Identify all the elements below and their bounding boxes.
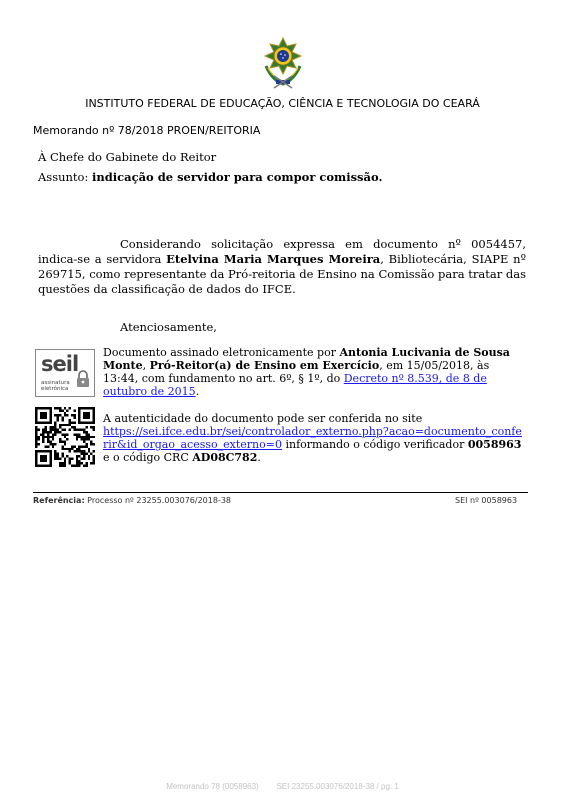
decree-link[interactable]: Decreto nº 8.539, de 8 de outubro de 2015 bbox=[103, 372, 487, 398]
subject-line bbox=[38, 170, 382, 184]
sei-number: SEI nº 0058963 bbox=[455, 496, 518, 505]
body-text-1: Considerando solicitação expressa em documento nº 0054457, indica-se a servidora bbox=[38, 237, 526, 266]
memo-number: Memorando nº 78/2018 PROEN/REITORIA bbox=[33, 124, 261, 137]
brazil-coat-of-arms-icon bbox=[262, 36, 304, 92]
logo-subtitle: assinatura eletrônica bbox=[41, 380, 70, 392]
closing-salutation: Atenciosamente, bbox=[120, 320, 217, 334]
page-footer: Memorando 78 (0058963) SEI 23255.003076/2018-38 / pg. 1 bbox=[166, 782, 399, 791]
process-reference bbox=[33, 496, 231, 505]
signer-role: Pró-Reitor(a) de Ensino em Exercício bbox=[149, 359, 380, 372]
footer-divider bbox=[33, 492, 528, 493]
qr-code-icon bbox=[35, 407, 95, 467]
subject-text: indicação de servidor para compor comissão. bbox=[92, 170, 383, 184]
signature-statement: Documento assinado eletronicamente por Antonia Lucivania de Sousa Monte, Pró-Reitor(a) de Ensino em Exercício, em 15/05/2018, às 13:44, com fundamento no art. 6º, § 1º, do Decreto nº 8.539, de 8 de outubro de 2015. bbox=[103, 346, 510, 398]
institute-name: INSTITUTO FEDERAL DE EDUCAÇÃO, CIÊNCIA E TECNOLOGIA DO CEARÁ bbox=[85, 97, 480, 110]
reference-label: Referência: bbox=[33, 496, 85, 505]
subject-label: Assunto: bbox=[38, 170, 92, 184]
body-paragraph bbox=[38, 237, 526, 297]
lock-icon bbox=[76, 370, 90, 388]
verification-statement: A autenticidade do documento pode ser conferida no site https://sei.ifce.edu.br/sei/controlador_externo.php?acao=documento_conferir&id_orgao_acesso_externo=0 informando o código verificador 0058963 e o código CRC AD08C782. bbox=[103, 412, 522, 464]
logo-word: seil bbox=[41, 352, 79, 376]
sei-signature-logo bbox=[35, 349, 95, 397]
verification-url-link[interactable]: https://sei.ifce.edu.br/sei/controlador_externo.php?acao=documento_conferir&id_orgao_acesso_externo=0 bbox=[103, 425, 522, 451]
addressee: À Chefe do Gabinete do Reitor bbox=[38, 150, 217, 164]
verifier-code: 0058963 bbox=[467, 438, 522, 451]
reference-value: Processo nº 23255.003076/2018-38 bbox=[84, 496, 232, 505]
body-text-2: , Bibliotecária, SIAPE nº 269715, como representante da Pró-reitoria de Ensino na Comissão para tratar das questões da classificação de dados do IFCE. bbox=[38, 252, 526, 296]
employee-name: Etelvina Maria Marques Moreira bbox=[166, 252, 381, 266]
signer-name: Antonia Lucivania de Sousa Monte bbox=[103, 346, 510, 372]
crc-code: AD08C782 bbox=[192, 451, 258, 464]
